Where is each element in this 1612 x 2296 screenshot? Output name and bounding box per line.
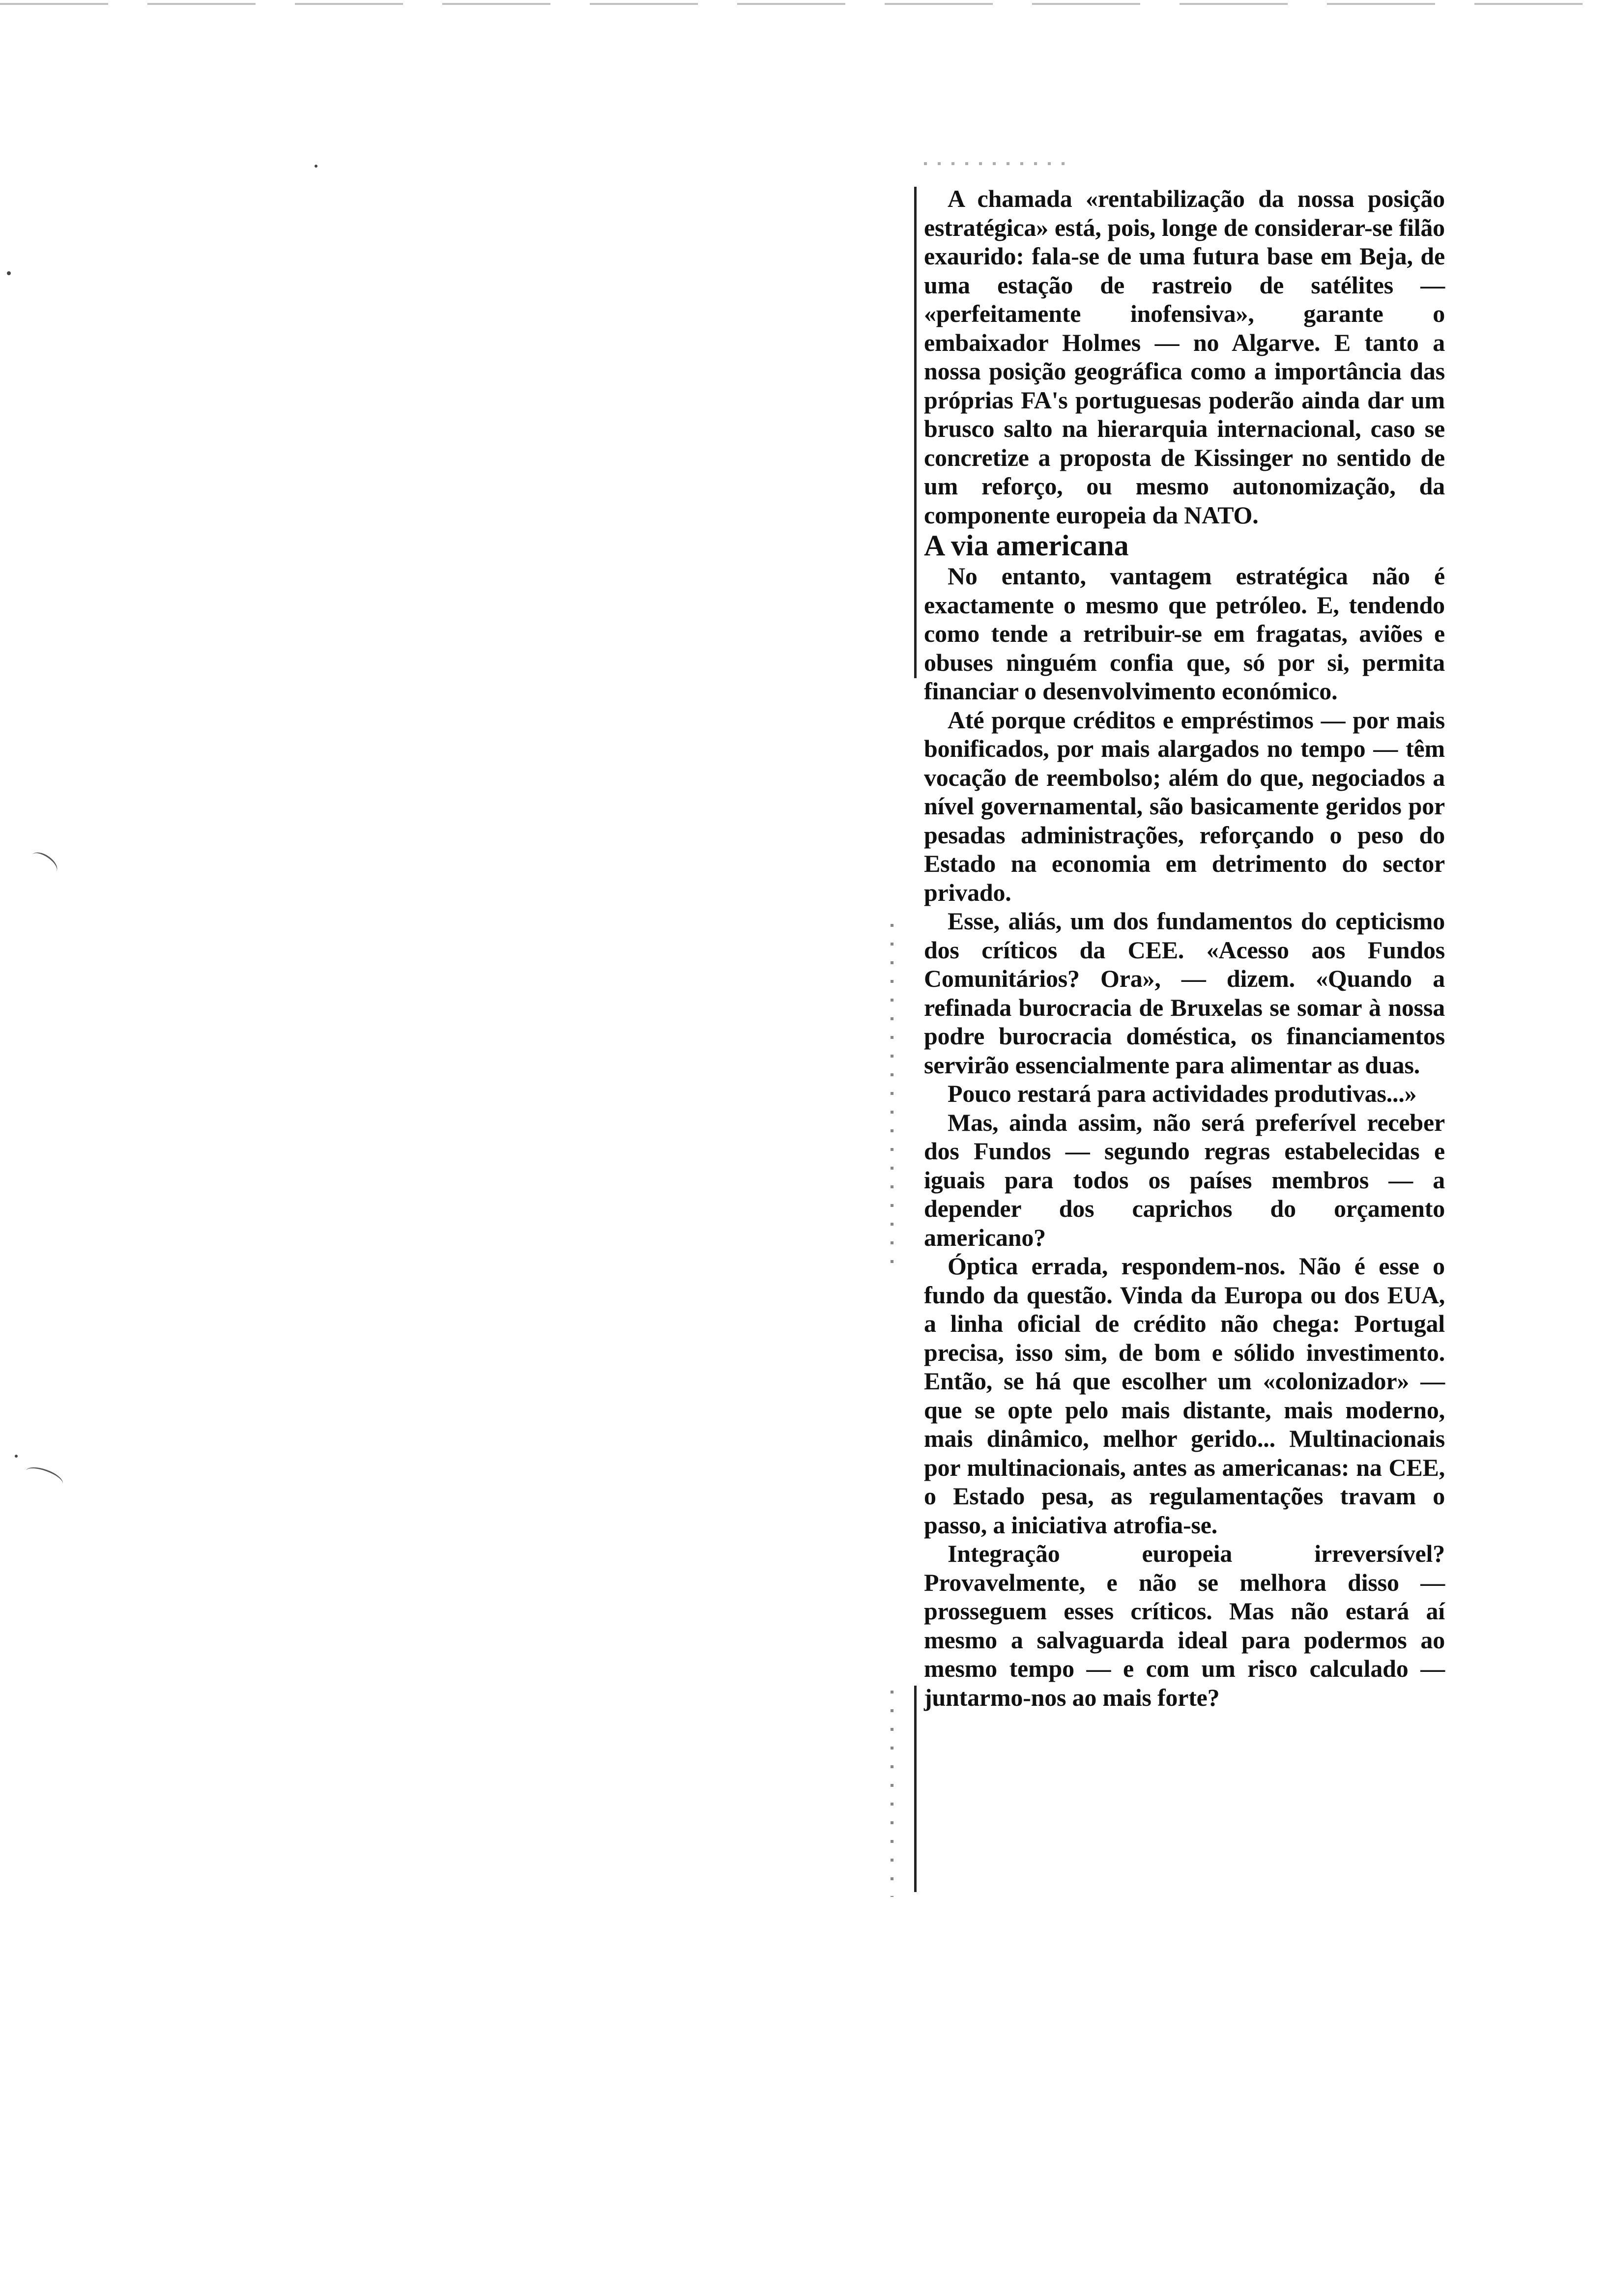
scan-mark bbox=[23, 1463, 65, 1492]
article-paragraph: A chamada «rentabilização da nossa posição estratégica» está, pois, longe de considerar-se filão exaurido: fala-se de uma futura base em Beja, de uma estação de rastreio de satélites — «perfeitamente inofensiva», garante o embaixador Holmes — no Algarve. E tanto a nossa posição geográfica como a importância das próprias FA's portuguesas poderão ainda dar um brusco salto na hierarquia internacional, caso se concretize a proposta de Kissinger no sentido de um reforço, ou mesmo autonomização, da componente europeia da NATO. bbox=[924, 185, 1445, 529]
scan-noise-left bbox=[891, 1691, 893, 1897]
article-paragraph: Mas, ainda assim, não será preferível receber dos Fundos — segundo regras estabelecidas e iguais para todos os países membros — a depender dos caprichos do orçamento americano? bbox=[924, 1108, 1445, 1251]
article-subheading: A via americana bbox=[924, 529, 1129, 562]
scan-noise-left bbox=[891, 924, 893, 1268]
article-paragraph: No entanto, vantagem estratégica não é exactamente o mesmo que petróleo. E, tendendo como tende a retribuir-se em fragatas, aviões e obuses ninguém confia que, só por si, permita financiar o desenvolvimento económico. bbox=[924, 562, 1445, 705]
scan-speck bbox=[15, 1455, 18, 1458]
scan-speck bbox=[7, 271, 11, 275]
article-column bbox=[924, 184, 1445, 1712]
scan-noise-top bbox=[924, 162, 1071, 165]
article-paragraph: Esse, aliás, um dos fundamentos do cepticismo dos críticos da CEE. «Acesso aos Fundos Comunitários? Ora», — dizem. «Quando a refinada burocracia de Bruxelas se somar à nossa podre burocracia doméstica, os financiamentos servirão essencialmente para alimentar as duas. bbox=[924, 907, 1445, 1079]
column-rule bbox=[914, 187, 917, 678]
article-paragraph: Integração europeia irreversível? Provavelmente, e não se melhora disso — prosseguem esses críticos. Mas não estará aí mesmo a salvaguarda ideal para podermos ao mesmo tempo — e com um risco calculado — juntarmo-nos ao mais forte? bbox=[924, 1540, 1445, 1711]
scan-top-edge bbox=[0, 3, 1612, 5]
article-paragraph: Óptica errada, respondem-nos. Não é esse o fundo da questão. Vinda da Europa ou dos EUA, a linha oficial de crédito não chega: Portugal precisa, isso sim, de bom e sólido investimento. Então, se há que escolher um «colonizador» — que se opte pelo mais distante, mais moderno, mais dinâmico, melhor gerido... Multinacionais por multinacionais, antes as americanas: na CEE, o Estado pesa, as regulamentações travam o passo, a iniciativa atrofia-se. bbox=[924, 1252, 1445, 1539]
article-paragraph: Pouco restará para actividades produtivas...» bbox=[948, 1080, 1417, 1107]
scan-mark bbox=[28, 848, 61, 878]
column-rule bbox=[914, 1686, 917, 1892]
article-paragraph: Até porque créditos e empréstimos — por mais bonificados, por mais alargados no tempo — têm vocação de reembolso; além do que, negociados a nível governamental, são basicamente geridos por pesadas administrações, reforçando o peso do Estado na economia em detrimento do sector privado. bbox=[924, 706, 1445, 906]
scan-speck bbox=[315, 165, 317, 168]
